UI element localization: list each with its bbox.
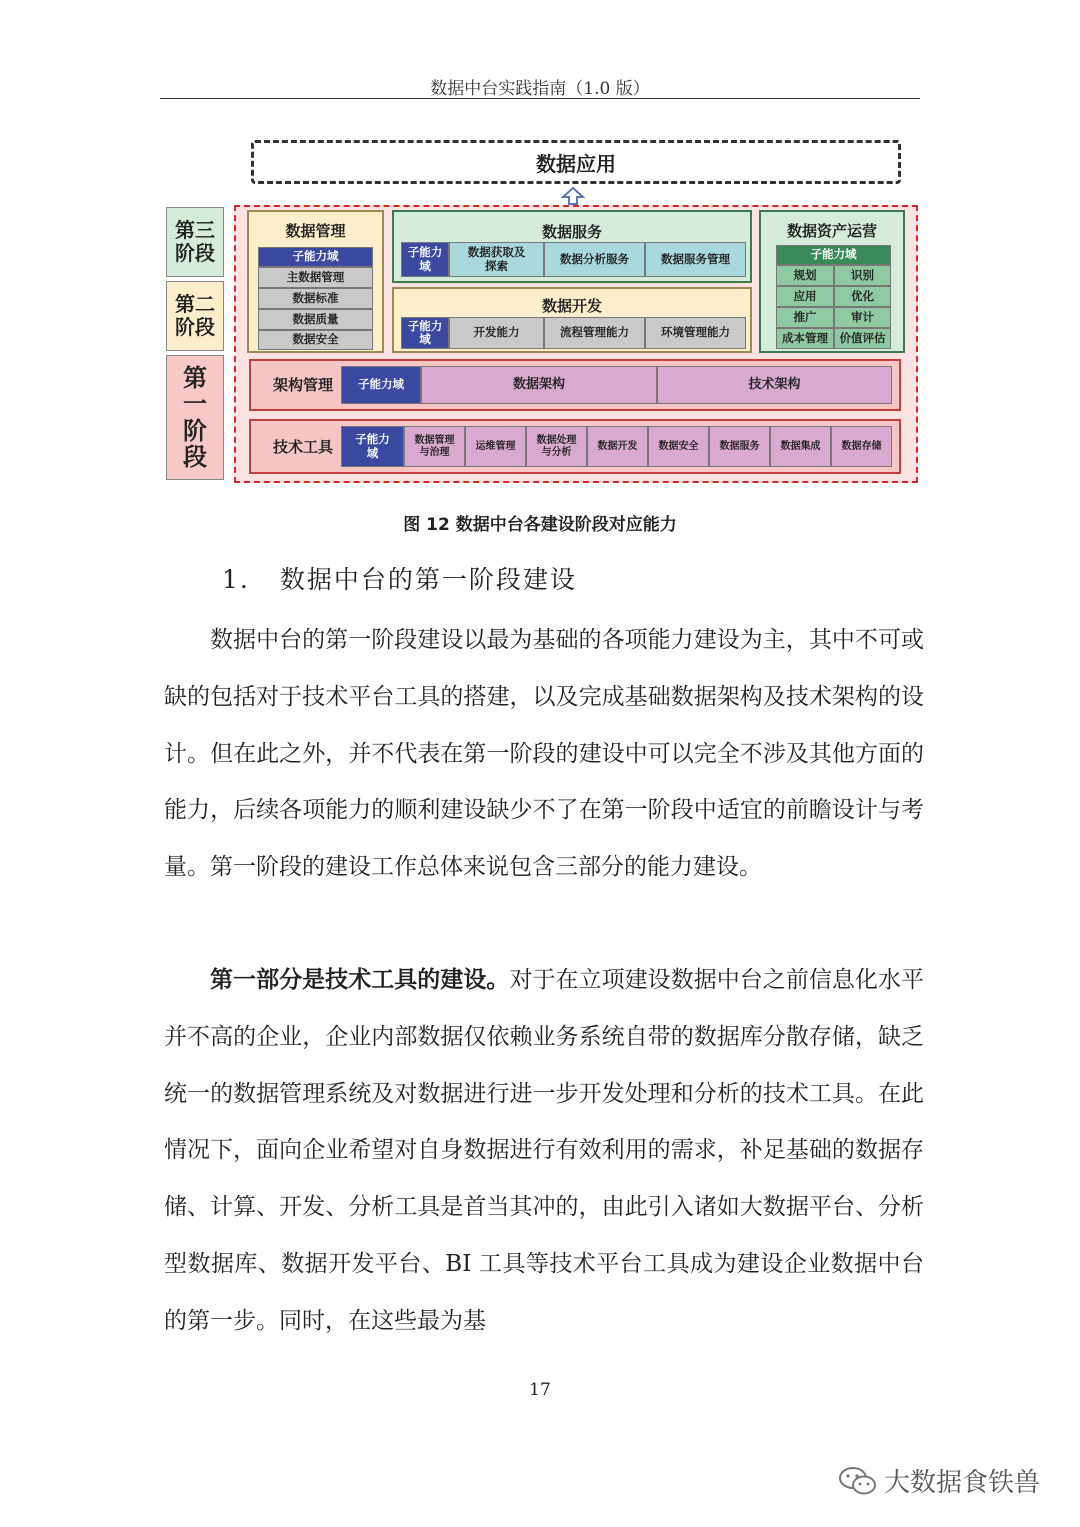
running-header: 数据中台实践指南（1.0 版）	[430, 79, 650, 99]
sub-capability-cell: 子能力域	[776, 245, 891, 265]
tech-architecture-cell: 技术架构	[657, 366, 892, 404]
dev-capability-cell: 开发能力	[449, 317, 544, 349]
env-mgmt-cell: 环境管理能力	[645, 317, 746, 349]
promote-cell: 推广	[776, 307, 834, 328]
stage-one-label: 第 一 阶 段	[166, 355, 224, 480]
data-development-title: 数据开发	[541, 297, 602, 315]
tool-cell: 数据处理 与分析	[526, 426, 587, 467]
master-data-cell: 主数据管理	[258, 267, 373, 288]
sub-capability-cell: 子能力 域	[401, 317, 449, 349]
up-arrow-icon	[561, 186, 585, 206]
paragraph-2-lead: 第一部分是技术工具的建设。	[210, 967, 510, 993]
sub-capability-cell: 子能力域	[258, 247, 373, 267]
value-eval-cell: 价值评估	[834, 328, 891, 349]
identify-cell: 识别	[834, 265, 891, 286]
data-security-cell: 数据安全	[258, 330, 373, 350]
apply-cell: 应用	[776, 286, 834, 307]
process-mgmt-cell: 流程管理能力	[544, 317, 645, 349]
sub-capability-cell: 子能力域	[341, 366, 421, 404]
data-service-panel	[392, 210, 752, 283]
data-standard-cell: 数据标准	[258, 288, 373, 309]
data-service-title: 数据服务	[541, 223, 602, 241]
figure-caption: 图 12 数据中台各建设阶段对应能力	[403, 515, 677, 535]
paragraph-1: 数据中台的第一阶段建设以最为基础的各项能力建设为主，其中不可或缺的包括对于技术平台工具的搭建，以及完成基础数据架构及技术架构的设计。但在此之外，并不代表在第一阶段的建设中可以完全不涉及其他方面的能力，后续各项能力的顺利建设缺少不了在第一阶段中适宜的前瞻设计与考量。第一阶段的建设工作总体来说包含三部分的能力建设。	[164, 627, 924, 881]
tool-cell: 数据服务	[709, 426, 770, 467]
data-architecture-cell: 数据架构	[421, 366, 657, 404]
sub-capability-cell: 子能力 域	[401, 242, 449, 277]
watermark	[838, 1462, 1040, 1499]
asset-operations-title: 数据资产运营	[786, 222, 877, 240]
architecture-title: 架构管理	[272, 376, 333, 394]
header-rule	[160, 98, 920, 99]
data-analysis-service-cell: 数据分析服务	[544, 242, 645, 277]
audit-cell: 审计	[834, 307, 891, 328]
sub-capability-cell: 子能力 域	[341, 426, 404, 467]
data-development-panel	[392, 287, 752, 353]
section-heading	[222, 560, 577, 596]
wechat-icon	[838, 1465, 878, 1497]
tool-cell: 运维管理	[465, 426, 526, 467]
data-service-mgmt-cell: 数据服务管理	[645, 242, 746, 277]
tool-cell: 数据存储	[831, 426, 892, 467]
architecture-row	[249, 359, 901, 411]
paragraph-2-body: 对于在立项建设数据中台之前信息化水平并不高的企业，企业内部数据仅依赖业务系统自带的数据库分散存储，缺乏统一的数据管理系统及对数据进行进一步开发处理和分析的技术工具。在此情况下，面向企业希望对自身数据进行有效利用的需求，补足基础的数据存储、计算、开发、分析工具是首当其冲的，由此引入诸如大数据平台、分析型数据库、数据开发平台、BI 工具等技术平台工具成为建设企业数据中台的第一步。同时，在这些最为基	[164, 967, 925, 1334]
stage-three-label: 第三 阶段	[166, 207, 224, 277]
stage-two-label: 第二 阶段	[166, 281, 224, 351]
data-application-box: 数据应用	[251, 140, 901, 184]
data-management-panel	[247, 210, 384, 353]
paragraph-2	[164, 952, 924, 1350]
data-quality-cell: 数据质量	[258, 309, 373, 330]
cost-mgmt-cell: 成本管理	[776, 328, 834, 349]
planning-cell: 规划	[776, 265, 834, 286]
watermark-text: 大数据食铁兽	[884, 1468, 1041, 1498]
tool-cell: 数据安全	[648, 426, 709, 467]
section-number: 1.	[222, 565, 250, 594]
tech-tools-row	[249, 419, 901, 474]
section-title: 数据中台的第一阶段建设	[279, 565, 577, 594]
optimize-cell: 优化	[834, 286, 891, 307]
tech-tools-title: 技术工具	[272, 437, 333, 456]
data-management-title: 数据管理	[285, 222, 346, 240]
tool-cell: 数据集成	[770, 426, 831, 467]
tool-cell: 数据开发	[587, 426, 648, 467]
asset-operations-panel	[759, 210, 905, 353]
data-acquisition-cell: 数据获取及 探索	[449, 242, 544, 277]
page-number: 17	[529, 1380, 551, 1400]
tool-cell: 数据管理 与治理	[404, 426, 465, 467]
